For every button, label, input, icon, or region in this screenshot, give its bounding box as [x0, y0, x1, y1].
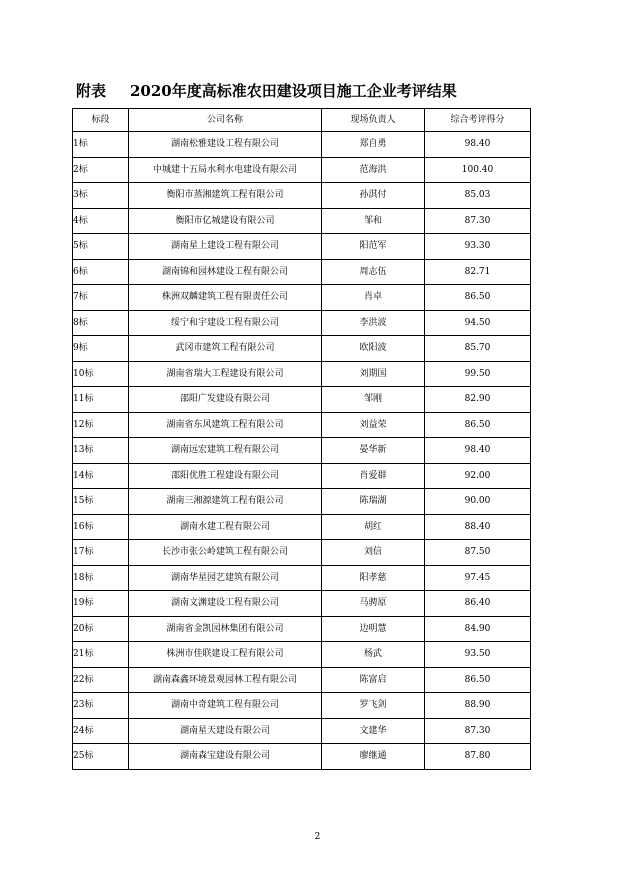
lot-cell: 6标 — [73, 259, 129, 285]
manager-cell: 肖爱群 — [322, 463, 425, 489]
company-cell: 中城建十五局水利水电建设有限公司 — [129, 157, 322, 183]
table-row — [73, 591, 531, 617]
score-cell: 90.00 — [425, 489, 531, 515]
company-cell: 湖南森鑫环境景观园林工程有限公司 — [129, 667, 322, 693]
lot-cell: 7标 — [73, 285, 129, 311]
results-table — [72, 108, 531, 770]
lot-cell: 23标 — [73, 693, 129, 719]
manager-cell: 晏华新 — [322, 438, 425, 464]
manager-cell: 罗飞剑 — [322, 693, 425, 719]
score-cell: 85.03 — [425, 183, 531, 209]
lot-cell: 22标 — [73, 667, 129, 693]
table-row — [73, 259, 531, 285]
table-row — [73, 463, 531, 489]
table-row — [73, 540, 531, 566]
manager-cell: 周志伍 — [322, 259, 425, 285]
header-score: 综合考评得分 — [425, 109, 531, 132]
table-row — [73, 361, 531, 387]
table-row — [73, 310, 531, 336]
lot-cell: 11标 — [73, 387, 129, 413]
lot-cell: 12标 — [73, 412, 129, 438]
company-cell: 湖南星上建设工程有限公司 — [129, 234, 322, 260]
score-cell: 84.90 — [425, 616, 531, 642]
company-cell: 湖南森宝建设有限公司 — [129, 744, 322, 770]
table-row — [73, 489, 531, 515]
lot-cell: 3标 — [73, 183, 129, 209]
lot-cell: 13标 — [73, 438, 129, 464]
lot-cell: 21标 — [73, 642, 129, 668]
table-row — [73, 285, 531, 311]
manager-cell: 肖卓 — [322, 285, 425, 311]
score-cell: 82.71 — [425, 259, 531, 285]
table-row — [73, 718, 531, 744]
company-cell: 株洲双麟建筑工程有限责任公司 — [129, 285, 322, 311]
lot-cell: 24标 — [73, 718, 129, 744]
manager-cell: 刘益荣 — [322, 412, 425, 438]
score-cell: 93.50 — [425, 642, 531, 668]
manager-cell: 陈富启 — [322, 667, 425, 693]
score-cell: 98.40 — [425, 132, 531, 158]
score-cell: 88.40 — [425, 514, 531, 540]
manager-cell: 刘信 — [322, 540, 425, 566]
table-row — [73, 132, 531, 158]
company-cell: 湖南水建工程有限公司 — [129, 514, 322, 540]
company-cell: 邵阳广发建设有限公司 — [129, 387, 322, 413]
header-company: 公司名称 — [129, 109, 322, 132]
lot-cell: 18标 — [73, 565, 129, 591]
score-cell: 87.50 — [425, 540, 531, 566]
table-body — [73, 132, 531, 770]
table-header-row — [73, 109, 531, 132]
lot-cell: 9标 — [73, 336, 129, 362]
table-row — [73, 744, 531, 770]
lot-cell: 5标 — [73, 234, 129, 260]
page-number: 2 — [314, 832, 321, 842]
score-cell: 99.50 — [425, 361, 531, 387]
table-row — [73, 565, 531, 591]
company-cell: 湖南省金凯园林集团有限公司 — [129, 616, 322, 642]
table-row — [73, 208, 531, 234]
table-row — [73, 412, 531, 438]
score-cell: 92.00 — [425, 463, 531, 489]
manager-cell: 胡红 — [322, 514, 425, 540]
header-lot: 标段 — [73, 109, 129, 132]
manager-cell: 廖继通 — [322, 744, 425, 770]
lot-cell: 20标 — [73, 616, 129, 642]
lot-cell: 8标 — [73, 310, 129, 336]
score-cell: 88.90 — [425, 693, 531, 719]
company-cell: 湖南锦和园林建设工程有限公司 — [129, 259, 322, 285]
table-row — [73, 642, 531, 668]
title-text: 2020年度高标准农田建设项目施工企业考评结果 — [130, 82, 457, 100]
manager-cell: 边明慧 — [322, 616, 425, 642]
score-cell: 94.50 — [425, 310, 531, 336]
score-cell: 82.90 — [425, 387, 531, 413]
table-row — [73, 438, 531, 464]
score-cell: 86.50 — [425, 412, 531, 438]
lot-cell: 14标 — [73, 463, 129, 489]
lot-cell: 25标 — [73, 744, 129, 770]
company-cell: 湖南省东风建筑工程有限公司 — [129, 412, 322, 438]
score-cell: 100.40 — [425, 157, 531, 183]
score-cell: 86.40 — [425, 591, 531, 617]
table-row — [73, 234, 531, 260]
manager-cell: 李洪波 — [322, 310, 425, 336]
company-cell: 湖南中奇建筑工程有限公司 — [129, 693, 322, 719]
manager-cell: 邹刚 — [322, 387, 425, 413]
manager-cell: 郑自勇 — [322, 132, 425, 158]
score-cell: 87.30 — [425, 718, 531, 744]
company-cell: 株洲市佳联建设工程有限公司 — [129, 642, 322, 668]
table-row — [73, 693, 531, 719]
manager-cell: 阳孝慈 — [322, 565, 425, 591]
manager-cell: 阳范军 — [322, 234, 425, 260]
company-cell: 湖南星天建设有限公司 — [129, 718, 322, 744]
table-row — [73, 616, 531, 642]
page-title — [76, 80, 556, 102]
table-row — [73, 667, 531, 693]
score-cell: 86.50 — [425, 285, 531, 311]
manager-cell: 马骋原 — [322, 591, 425, 617]
manager-cell: 范海洪 — [322, 157, 425, 183]
manager-cell: 杨武 — [322, 642, 425, 668]
company-cell: 衡阳市蒸湘建筑工程有限公司 — [129, 183, 322, 209]
score-cell: 85.70 — [425, 336, 531, 362]
manager-cell: 欧阳波 — [322, 336, 425, 362]
company-cell: 邵阳优胜工程建设有限公司 — [129, 463, 322, 489]
lot-cell: 17标 — [73, 540, 129, 566]
company-cell: 武冈市建筑工程有限公司 — [129, 336, 322, 362]
lot-cell: 4标 — [73, 208, 129, 234]
manager-cell: 文建华 — [322, 718, 425, 744]
score-cell: 93.30 — [425, 234, 531, 260]
company-cell: 长沙市张公岭建筑工程有限公司 — [129, 540, 322, 566]
manager-cell: 邹和 — [322, 208, 425, 234]
table-row — [73, 157, 531, 183]
manager-cell: 孙淇付 — [322, 183, 425, 209]
company-cell: 湖南远宏建筑工程有限公司 — [129, 438, 322, 464]
table-row — [73, 183, 531, 209]
lot-cell: 1标 — [73, 132, 129, 158]
company-cell: 绥宁和宇建设工程有限公司 — [129, 310, 322, 336]
company-cell: 湖南文渊建设工程有限公司 — [129, 591, 322, 617]
score-cell: 87.80 — [425, 744, 531, 770]
table-row — [73, 387, 531, 413]
company-cell: 湖南三湘源建筑工程有限公司 — [129, 489, 322, 515]
manager-cell: 陈瑞湖 — [322, 489, 425, 515]
score-cell: 97.45 — [425, 565, 531, 591]
lot-cell: 2标 — [73, 157, 129, 183]
title-prefix: 附表 — [76, 82, 107, 100]
lot-cell: 19标 — [73, 591, 129, 617]
header-manager: 现场负责人 — [322, 109, 425, 132]
score-cell: 86.50 — [425, 667, 531, 693]
company-cell: 湖南松雅建设工程有限公司 — [129, 132, 322, 158]
lot-cell: 16标 — [73, 514, 129, 540]
company-cell: 湖南省瑞大工程建设有限公司 — [129, 361, 322, 387]
lot-cell: 10标 — [73, 361, 129, 387]
score-cell: 87.30 — [425, 208, 531, 234]
table-row — [73, 514, 531, 540]
manager-cell: 刘期国 — [322, 361, 425, 387]
table-row — [73, 336, 531, 362]
company-cell: 衡阳市亿城建设有限公司 — [129, 208, 322, 234]
score-cell: 98.40 — [425, 438, 531, 464]
lot-cell: 15标 — [73, 489, 129, 515]
company-cell: 湖南华星园艺建筑有限公司 — [129, 565, 322, 591]
